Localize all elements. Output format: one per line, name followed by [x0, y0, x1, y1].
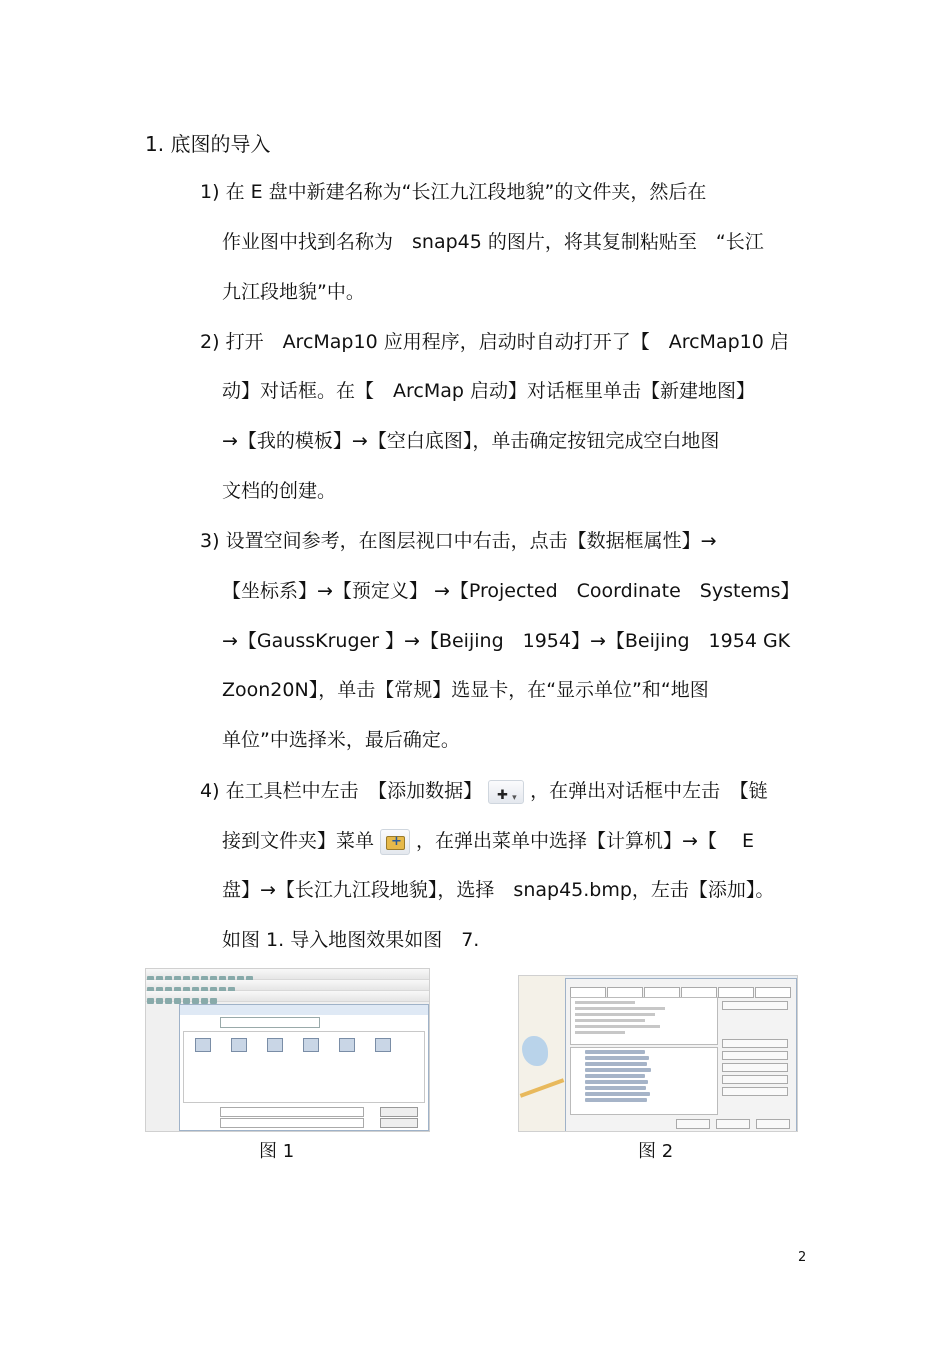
figure-1-caption: 图 1 — [259, 1141, 295, 1162]
coordinate-system-tree — [570, 1047, 718, 1115]
file-icon — [330, 1038, 364, 1055]
side-button — [722, 1087, 788, 1096]
step-1-line-1: 1) 在 E 盘中新建名称为“长江九江段地貌”的文件夹，然后在 — [200, 181, 707, 203]
step-2-line-3: →【我的模板】→【空白底图】，单击确定按钮完成空白地图 — [222, 430, 720, 452]
side-button — [722, 1051, 788, 1060]
step-3-line-2: 【坐标系】→【预定义】 →【Projected Coordinate Systems】 — [222, 580, 800, 602]
add-data-icon — [488, 780, 524, 804]
step-2-line-2: 动】对话框。在【 ArcMap 启动】对话框里单击【新建地图】 — [222, 380, 755, 402]
page-number: 2 — [798, 1250, 807, 1265]
look-in-combo — [220, 1017, 320, 1028]
apply-button — [756, 1119, 790, 1129]
step-3-line-4: Zoon20N】，单击【常规】选显卡，在“显示单位”和“地图 — [222, 679, 709, 701]
figure-1-screenshot — [145, 968, 430, 1132]
tab-strip — [570, 983, 792, 995]
step-1-line-3: 九江段地貌”中。 — [222, 281, 365, 303]
step-3-line-1: 3) 设置空间参考，在图层视口中右击，点击【数据框属性】→ — [200, 530, 717, 552]
step-1-line-2: 作业图中找到名称为 snap45 的图片，将其复制粘贴至 “长江 — [222, 231, 764, 253]
side-button — [722, 1063, 788, 1072]
file-icon — [366, 1038, 400, 1055]
step-4-line-4: 如图 1. 导入地图效果如图 7. — [222, 929, 480, 951]
step-3-line-3: →【GaussKruger 】→【Beijing 1954】→【Beijing 1954 GK — [222, 630, 791, 652]
data-frame-properties-dialog — [565, 978, 797, 1132]
side-button — [722, 1001, 788, 1010]
cancel-button — [380, 1118, 418, 1128]
connect-folder-icon — [380, 829, 410, 855]
step-2-line-4: 文档的创建。 — [222, 480, 337, 502]
step-4-line-1: 4) 在工具栏中左击 【添加数据】✚ ▾ ，在弹出对话框中左击 【链 — [200, 777, 768, 805]
section-heading: 1. 底图的导入 — [145, 132, 271, 156]
file-list — [183, 1031, 425, 1103]
step-2-line-1: 2) 打开 ArcMap10 应用程序，启动时自动打开了【 ArcMap10 启 — [200, 331, 789, 353]
file-icon — [258, 1038, 292, 1055]
cancel-button — [716, 1119, 750, 1129]
file-icon — [294, 1038, 328, 1055]
file-icon — [222, 1038, 256, 1055]
name-field — [220, 1107, 364, 1117]
step-4-line-3: 盘】→【长江九江段地貌】，选择 snap45.bmp，左击【添加】。 — [222, 879, 775, 901]
figure-2-caption: 图 2 — [638, 1141, 674, 1162]
add-button — [380, 1107, 418, 1117]
type-field — [220, 1118, 364, 1128]
add-data-dialog — [179, 1004, 429, 1131]
side-button — [722, 1075, 788, 1084]
step-3-line-5: 单位”中选择米，最后确定。 — [222, 729, 460, 751]
dialog-titlebar — [180, 1005, 428, 1015]
side-button — [722, 1039, 788, 1048]
map-preview — [519, 976, 565, 1131]
ok-button — [676, 1119, 710, 1129]
step-4-line-2: 接到文件夹】菜单+ ，在弹出菜单中选择【计算机】→【 E — [222, 827, 754, 855]
figure-2-screenshot — [518, 975, 798, 1132]
file-icon — [186, 1038, 220, 1055]
current-coordinate-system-box — [570, 997, 718, 1045]
